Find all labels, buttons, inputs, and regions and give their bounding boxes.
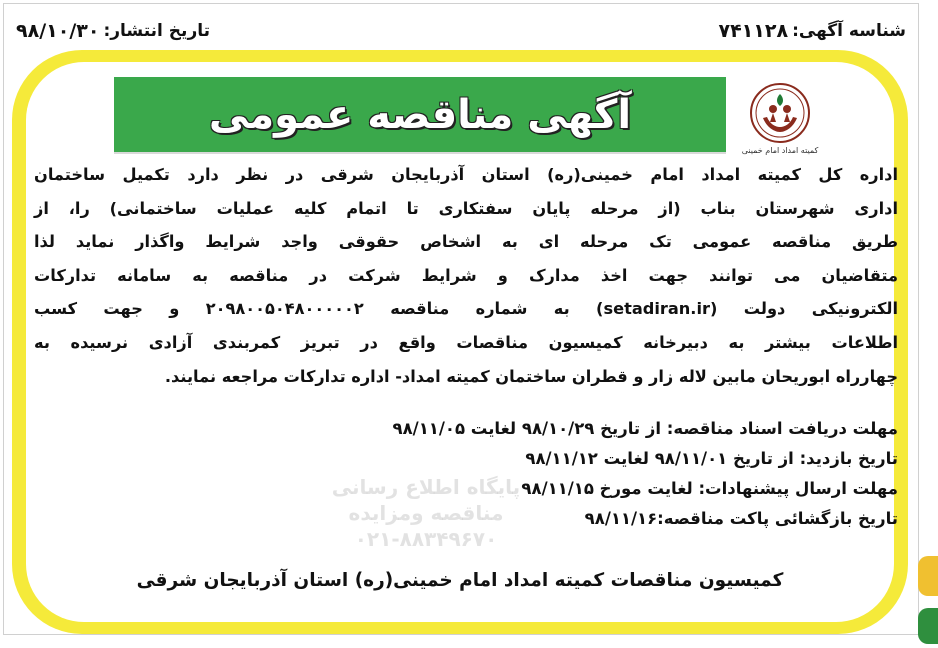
ad-frame <box>3 3 919 635</box>
body-line: اطلاعات بیشتر به دبیرخانه کمیسیون مناقصات واقع در تبریز کمربندی آزادی نرسیده به <box>34 332 898 352</box>
ad-id-label: شناسه آگهی: <box>792 21 906 41</box>
relief-committee-emblem-icon <box>749 82 811 144</box>
publish-date <box>16 20 210 42</box>
publish-date-value: ۹۸/۱۰/۳۰ <box>16 20 100 42</box>
body-line: چهارراه ابوریحان مابین لاله زار و قطران ساختمان کمیته امداد- اداره تدارکات مراجعه نمایند. <box>164 366 898 386</box>
body-line: اداری شهرستان بناب (از مرحله پایان سفتکاری تا اتمام کلیه عملیات ساختمانی) را، از <box>34 198 898 218</box>
visit-date: تاریخ بازدید: از تاریخ ۹۸/۱۱/۰۱ لغایت ۹۸/۱۱/۱۲ <box>525 449 898 468</box>
ad-title: آگهی مناقصه عمومی <box>208 91 632 138</box>
body-line: اداره کل کمیته امداد امام خمینی(ره) استان آذربایجان شرقی در نظر دارد تکمیل ساختمان <box>34 165 898 184</box>
issuer-signature: کمیسیون مناقصات کمیته امداد امام خمینی(ره) استان آذربایجان شرقی <box>136 570 784 591</box>
title-banner <box>114 77 726 152</box>
body-line: طریق مناقصه عمومی تک مرحله ای به اشخاص حقوقی واجد شرایط واگذار نماید لذا <box>34 232 898 252</box>
edge-decoration <box>918 556 938 596</box>
ad-content-panel <box>26 62 899 622</box>
opening-date: تاریخ بازگشائی پاکت مناقصه:۹۸/۱۱/۱۶ <box>584 509 898 528</box>
body-line: الکترونیکی دولت (setadiran.ir) به شماره مناقصه ۲۰۹۸۰۰۵۰۴۸۰۰۰۰۰۲ و جهت کسب <box>34 299 899 319</box>
edge-decoration <box>918 608 938 644</box>
ad-id-value: ۷۴۱۱۲۸ <box>718 20 789 42</box>
ad-header-bar <box>16 14 906 48</box>
ad-body-text <box>34 158 898 393</box>
watermark-phone: ۰۲۱-۸۸۳۴۹۶۷۰ <box>354 527 498 551</box>
watermark-line: پایگاه اطلاع رسانی مناقصه ومزایده <box>331 475 521 525</box>
logo-caption: کمیته امداد امام خمینی <box>741 146 819 155</box>
publish-date-label: تاریخ انتشار: <box>103 21 210 41</box>
imam-khomeini-relief-logo <box>741 82 819 168</box>
ad-id <box>718 20 906 42</box>
body-line: متقاضیان می توانند جهت اخذ مدارک و شرایط شرکت در مناقصه به سامانه تدارکات <box>34 265 898 285</box>
tender-dates <box>34 414 898 534</box>
proposal-deadline: مهلت ارسال پیشنهادات: لغایت مورخ ۹۸/۱۱/۱۵ <box>521 479 898 498</box>
document-deadline: مهلت دریافت اسناد مناقصه: از تاریخ ۹۸/۱۰/۲۹ لغایت ۹۸/۱۱/۰۵ <box>392 419 898 438</box>
